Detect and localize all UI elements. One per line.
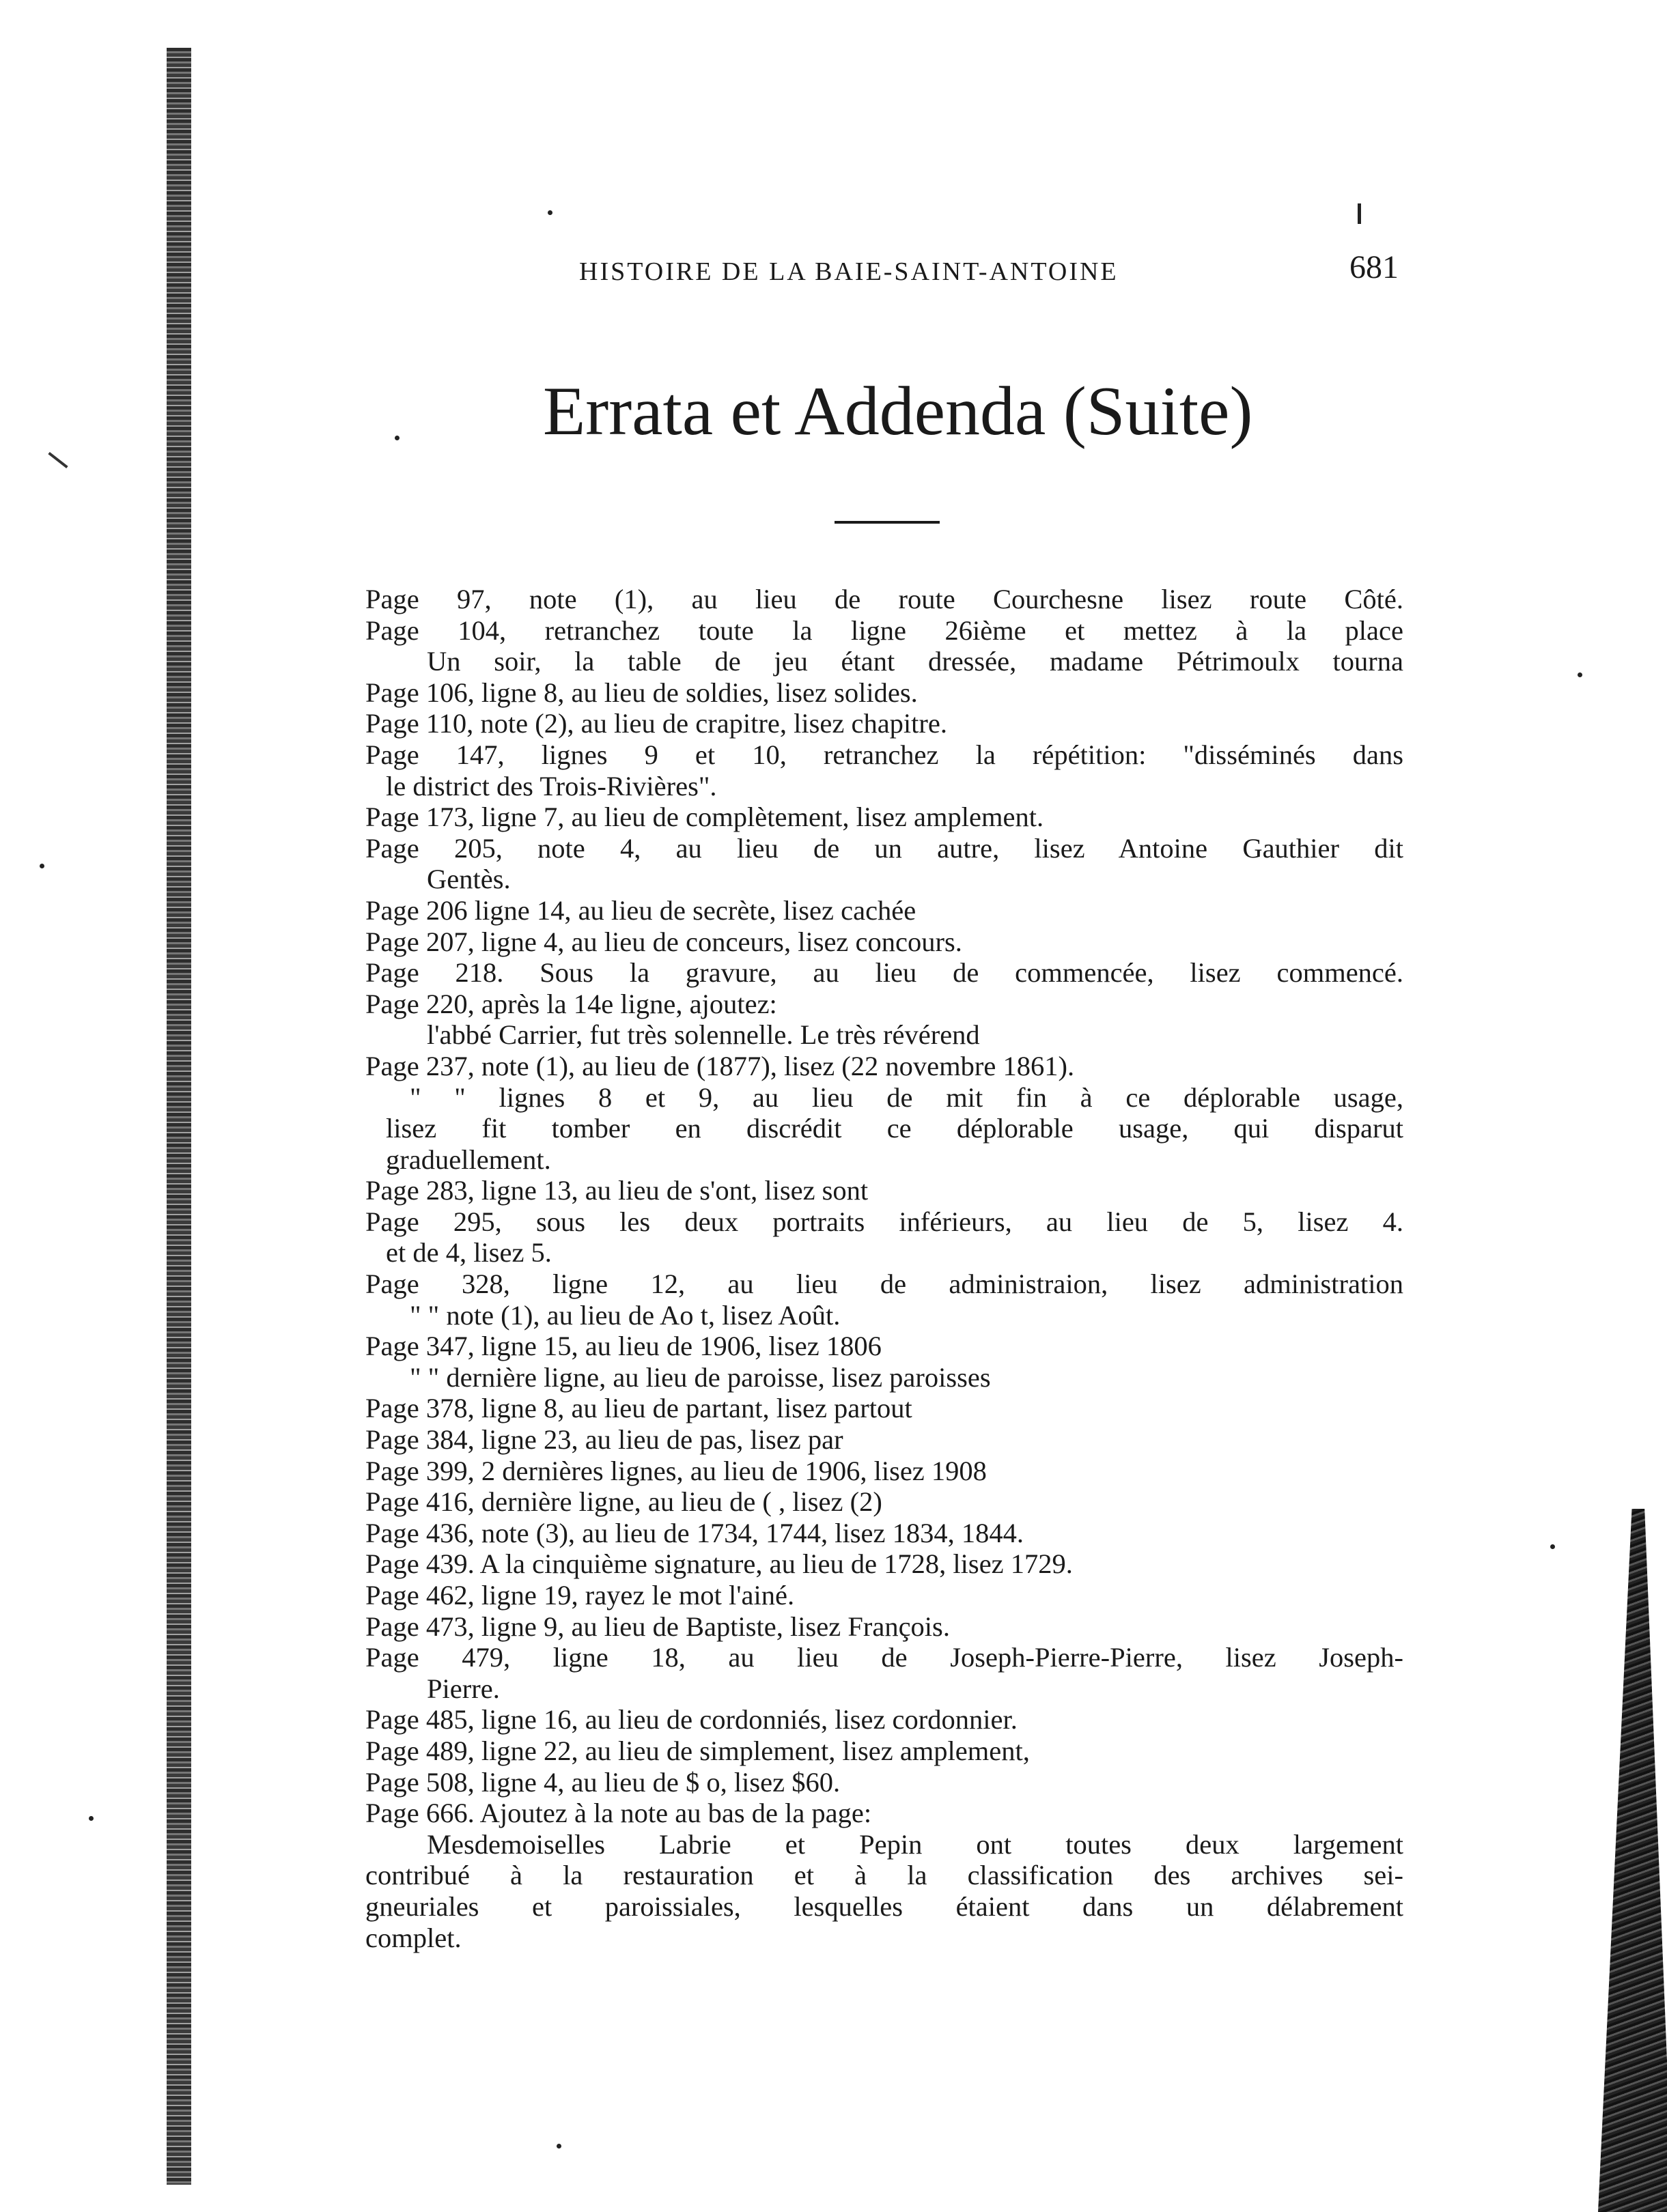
errata-line: Page 462, ligne 19, rayez le mot l'ainé.: [365, 1580, 795, 1611]
errata-line: Page 110, note (2), au lieu de crapitre, lisez chapitre.: [365, 708, 948, 739]
errata-line: Un soir, la table de jeu étant dressée, madame Pétrimoulx tourna: [427, 646, 1403, 677]
errata-line: Mesdemoiselles Labrie et Pepin ont toutes deux largement: [427, 1828, 1403, 1860]
errata-line: Page 439. A la cinquième signature, au lieu de 1728, lisez 1729.: [365, 1548, 1073, 1580]
errata-line: Page 147, lignes 9 et 10, retranchez la répétition: "disséminés dans: [365, 739, 1403, 770]
errata-line: Page 328, ligne 12, au lieu de administraion, lisez administration: [365, 1268, 1403, 1300]
errata-line: Page 237, note (1), au lieu de (1877), lisez (22 novembre 1861).: [365, 1050, 1075, 1081]
scan-speck: [40, 864, 44, 868]
errata-line: Page 399, 2 dernières lignes, au lieu de 1906, lisez 1908: [365, 1455, 987, 1486]
errata-line: le district des Trois-Rivières".: [386, 770, 717, 802]
errata-line: Page 473, ligne 9, au lieu de Baptiste, lisez François.: [365, 1611, 950, 1642]
errata-line: Gentès.: [427, 864, 511, 895]
scan-speck: [1578, 672, 1582, 677]
errata-line: Page 416, dernière ligne, au lieu de ( , lisez (2): [365, 1486, 882, 1518]
errata-line: Page 295, sous les deux portraits inférieurs, au lieu de 5, lisez 4.: [365, 1206, 1403, 1237]
errata-line: Page 206 ligne 14, au lieu de secrète, lisez cachée: [365, 894, 916, 926]
errata-line: Page 220, après la 14e ligne, ajoutez:: [365, 988, 777, 1019]
errata-line: Page 436, note (3), au lieu de 1734, 1744, lisez 1834, 1844.: [365, 1517, 1024, 1548]
binding-edge: [167, 48, 191, 2185]
errata-line: Page 378, ligne 8, au lieu de partant, lisez partout: [365, 1393, 912, 1424]
page-title: Errata et Addenda (Suite): [543, 373, 1253, 450]
errata-line: Page 106, ligne 8, au lieu de soldies, lisez solides.: [365, 677, 918, 708]
errata-line: et de 4, lisez 5.: [386, 1237, 552, 1268]
errata-line: Page 205, note 4, au lieu de un autre, lisez Antoine Gauthier dit: [365, 832, 1403, 864]
scan-speck: [89, 1816, 94, 1821]
errata-line: " " note (1), au lieu de Ao t, lisez Août.: [410, 1299, 841, 1331]
errata-line: Page 347, ligne 15, au lieu de 1906, lisez 1806: [365, 1331, 882, 1362]
page-edge-shadow: [1598, 1509, 1667, 2212]
scan-speck: [557, 2144, 561, 2149]
title-rule: [835, 521, 940, 524]
errata-line: complet.: [365, 1922, 462, 1953]
scan-mark: [1358, 203, 1361, 224]
errata-line: Page 218. Sous la gravure, au lieu de commencée, lisez commencé.: [365, 957, 1403, 989]
errata-line: Page 97, note (1), au lieu de route Courchesne lisez route Côté.: [365, 584, 1403, 614]
errata-line: Page 479, ligne 18, au lieu de Joseph-Pierre-Pierre, lisez Joseph-: [365, 1642, 1403, 1673]
errata-line: " " dernière ligne, au lieu de paroisse, lisez paroisses: [410, 1361, 991, 1393]
errata-line: lisez fit tomber en discrédit ce déplorable usage, qui disparut: [386, 1113, 1403, 1144]
errata-line: Page 104, retranchez toute la ligne 26ième et mettez à la place: [365, 614, 1403, 646]
scan-speck: [1550, 1544, 1555, 1549]
errata-line: gneuriales et paroissiales, lesquelles étaient dans un délabrement: [365, 1890, 1403, 1922]
errata-line: Pierre.: [427, 1673, 500, 1704]
errata-line: graduellement.: [386, 1144, 551, 1175]
errata-list: [365, 584, 1403, 1953]
page-number: 681: [1349, 249, 1399, 285]
errata-line: Page 508, ligne 4, au lieu de $ o, lisez $60.: [365, 1766, 841, 1798]
errata-line: Page 207, ligne 4, au lieu de conceurs, lisez concours.: [365, 926, 962, 957]
errata-line: Page 384, ligne 23, au lieu de pas, lisez par: [365, 1424, 843, 1456]
scan-speck: [395, 436, 400, 440]
errata-line: " " lignes 8 et 9, au lieu de mit fin à ce déplorable usage,: [410, 1081, 1403, 1113]
errata-line: l'abbé Carrier, fut très solennelle. Le très révérend: [427, 1019, 980, 1051]
errata-line: Page 666. Ajoutez à la note au bas de la page:: [365, 1798, 872, 1829]
scan-mark: [48, 452, 68, 468]
errata-line: contribué à la restauration et à la classification des archives sei-: [365, 1860, 1403, 1891]
errata-line: Page 489, ligne 22, au lieu de simplement, lisez amplement,: [365, 1735, 1030, 1766]
errata-line: Page 283, ligne 13, au lieu de s'ont, lisez sont: [365, 1175, 869, 1206]
errata-line: Page 173, ligne 7, au lieu de complètement, lisez amplement.: [365, 802, 1044, 833]
scan-speck: [548, 210, 552, 215]
running-head: HISTOIRE DE LA BAIE-SAINT-ANTOINE: [579, 257, 1119, 286]
errata-line: Page 485, ligne 16, au lieu de cordonniés, lisez cordonnier.: [365, 1704, 1018, 1735]
